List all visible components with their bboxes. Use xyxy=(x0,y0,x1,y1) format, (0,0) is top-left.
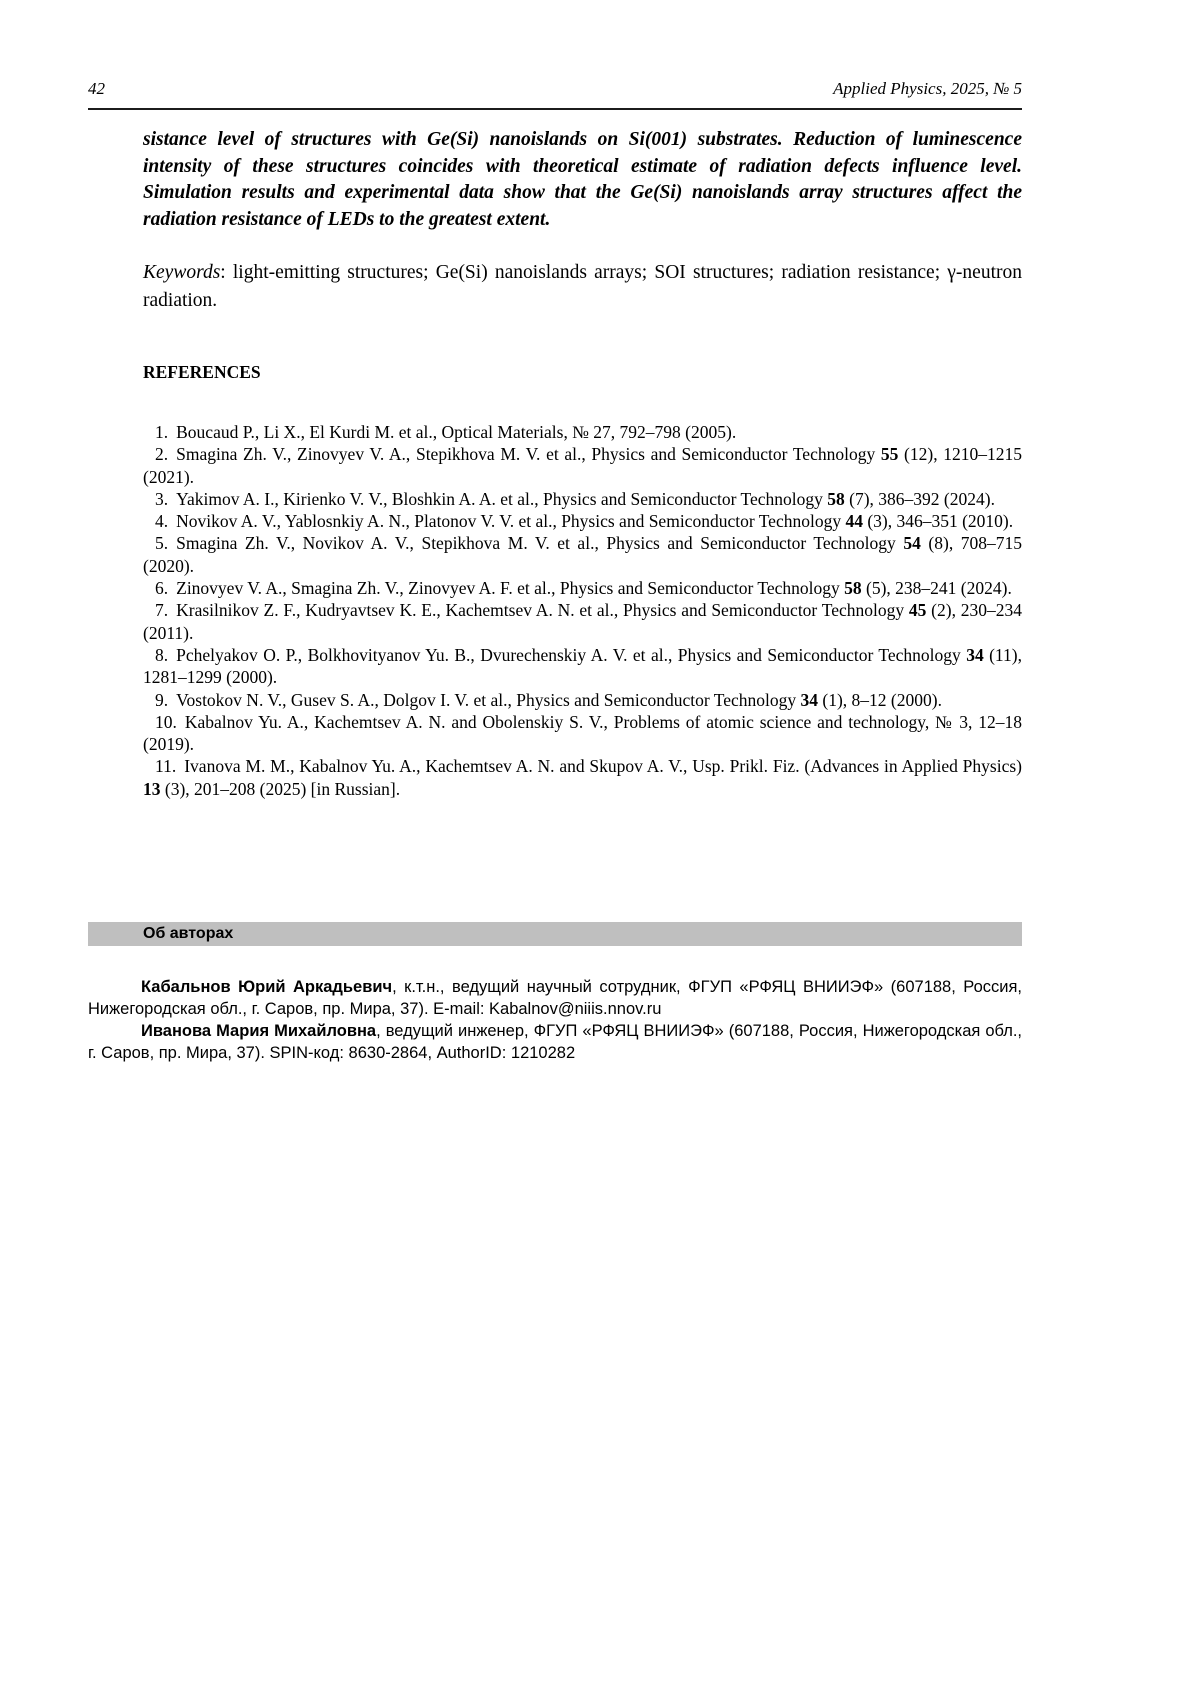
references-heading: REFERENCES xyxy=(143,362,261,382)
reference-item xyxy=(143,689,1022,711)
text-segment: (2), 230–234 (2011). xyxy=(143,600,1022,643)
bold-text-segment: Кабальнов Юрий Аркадьевич xyxy=(141,978,393,997)
text-segment: Ivanova M. M., Kabalnov Yu. A., Kachemtsev A. N. and Skupov A. V., Usp. Prikl. Fiz. (Advances in Applied Physics) xyxy=(184,756,1022,777)
reference-number: 3. xyxy=(155,488,169,509)
text-segment: Kabalnov Yu. A., Kachemtsev A. N. and Obolenskiy S. V., Problems of atomic science and technology, № 3, 12–18 (2019). xyxy=(143,711,1022,755)
reference-item xyxy=(143,443,1022,488)
reference-item xyxy=(143,755,1022,800)
bold-text-segment: 34 xyxy=(800,689,819,710)
reference-item xyxy=(143,510,1022,532)
reference-number: 6. xyxy=(155,578,169,599)
text-segment: Vostokov N. V., Gusev S. A., Dolgov I. V. et al., Physics and Semiconductor Technology xyxy=(176,689,801,710)
text-segment: (3), 201–208 (2025) [in Russian]. xyxy=(160,778,401,799)
text-segment: (7), 386–392 (2024). xyxy=(844,488,995,509)
reference-item xyxy=(143,421,1022,443)
page-number: 42 xyxy=(88,79,105,98)
text-segment: , ведущий инженер, ФГУП «РФЯЦ ВНИИЭФ» (607188, Россия, Нижегородская обл., г. Саров, пр. Мира, 37). SPIN-код: 8630-2864, AuthorID: 1210282 xyxy=(88,1022,1022,1063)
author-paragraphs xyxy=(88,976,1022,1064)
reference-number: 9. xyxy=(155,689,169,710)
bold-text-segment: 54 xyxy=(903,533,921,554)
keywords-paragraph xyxy=(143,259,1022,315)
reference-number: 1. xyxy=(155,422,169,442)
reference-list xyxy=(143,421,1022,800)
bold-text-segment: 34 xyxy=(966,644,984,665)
abstract-text: sistance level of structures with Ge(Si) nanoislands on Si(001) substrates. Reduction of luminescence intensity of these structures coincides with theoretical estimate of radiation defects influence level. Simulation results and experimental data show that the Ge(Si) nanoislands array structures affect the radiation resistance of LEDs to the greatest extent. xyxy=(143,129,1022,230)
author-paragraph xyxy=(88,976,1022,1020)
bold-text-segment: 13 xyxy=(143,778,161,799)
about-authors-heading: Об авторах xyxy=(143,925,234,943)
text-segment: (8), 708–715 (2020). xyxy=(143,533,1023,576)
reference-item xyxy=(143,599,1022,644)
text-segment: (1), 8–12 (2000). xyxy=(818,689,942,710)
bold-text-segment: 55 xyxy=(880,444,899,465)
keywords-text: : light-emitting structures; Ge(Si) nanoislands arrays; SOI structures; radiation resistance; γ-neutron radiation. xyxy=(143,262,1022,311)
text-segment: Zinovyev V. A., Smagina Zh. V., Zinovyev A. F. et al., Physics and Semiconductor Technology xyxy=(176,578,845,599)
author-paragraph xyxy=(88,1020,1022,1064)
english-abstract-block xyxy=(143,127,1022,800)
text-segment: Smagina Zh. V., Zinovyev V. A., Stepikhova M. V. et al., Physics and Semiconductor Technology xyxy=(176,444,881,465)
about-authors-bar xyxy=(88,922,1022,946)
reference-item xyxy=(143,488,1022,510)
bold-text-segment: 58 xyxy=(844,578,862,599)
reference-number: 2. xyxy=(155,444,169,465)
about-authors-section xyxy=(88,922,1022,1064)
text-segment: Pchelyakov O. P., Bolkhovityanov Yu. B., Dvurechenskiy A. V. et al., Physics and Semiconductor Technology xyxy=(176,644,967,665)
text-segment: Yakimov A. I., Kirienko V. V., Bloshkin A. A. et al., Physics and Semiconductor Technology xyxy=(176,488,828,509)
bold-text-segment: 44 xyxy=(845,511,863,532)
bold-text-segment: 45 xyxy=(908,600,927,621)
text-segment: (5), 238–241 (2024). xyxy=(861,578,1012,599)
keywords-label: Keywords xyxy=(143,262,221,283)
reference-number: 5. xyxy=(155,533,169,554)
text-segment: (11), 1281–1299 (2000). xyxy=(143,644,1022,688)
reference-item xyxy=(143,644,1022,689)
bold-text-segment: Иванова Мария Михайловна xyxy=(141,1022,377,1041)
text-segment: Krasilnikov Z. F., Kudryavtsev K. E., Kachemtsev A. N. et al., Physics and Semiconductor Technology xyxy=(176,600,909,621)
reference-number: 10. xyxy=(155,711,177,732)
reference-item xyxy=(143,532,1022,577)
reference-number: 11. xyxy=(155,756,177,777)
text-segment: , к.т.н., ведущий научный сотрудник, ФГУП «РФЯЦ ВНИИЭФ» (607188, Россия, Нижегородская обл., г. Саров, пр. Мира, 37). E-mail: Kabalnov@niiis.nnov.ru xyxy=(88,978,1022,1019)
reference-item xyxy=(143,577,1022,599)
running-header xyxy=(88,78,1022,110)
journal-title: Applied Physics, 2025, № 5 xyxy=(833,79,1022,98)
reference-number: 7. xyxy=(155,600,169,621)
reference-number: 4. xyxy=(155,511,169,532)
reference-number: 8. xyxy=(155,644,169,665)
bold-text-segment: 58 xyxy=(827,488,845,509)
text-segment: Novikov A. V., Yablosnkiy A. N., Platonov V. V. et al., Physics and Semiconductor Technology xyxy=(176,511,846,532)
text-segment: (12), 1210–1215 (2021). xyxy=(143,444,1022,487)
text-segment: Boucaud P., Li X., El Kurdi M. et al., Optical Materials, № 27, 792–798 (2005). xyxy=(176,422,737,442)
text-segment: (3), 346–351 (2010). xyxy=(862,511,1014,532)
reference-item xyxy=(143,711,1022,756)
text-segment: Smagina Zh. V., Novikov A. V., Stepikhova M. V. et al., Physics and Semiconductor Technology xyxy=(176,533,904,554)
